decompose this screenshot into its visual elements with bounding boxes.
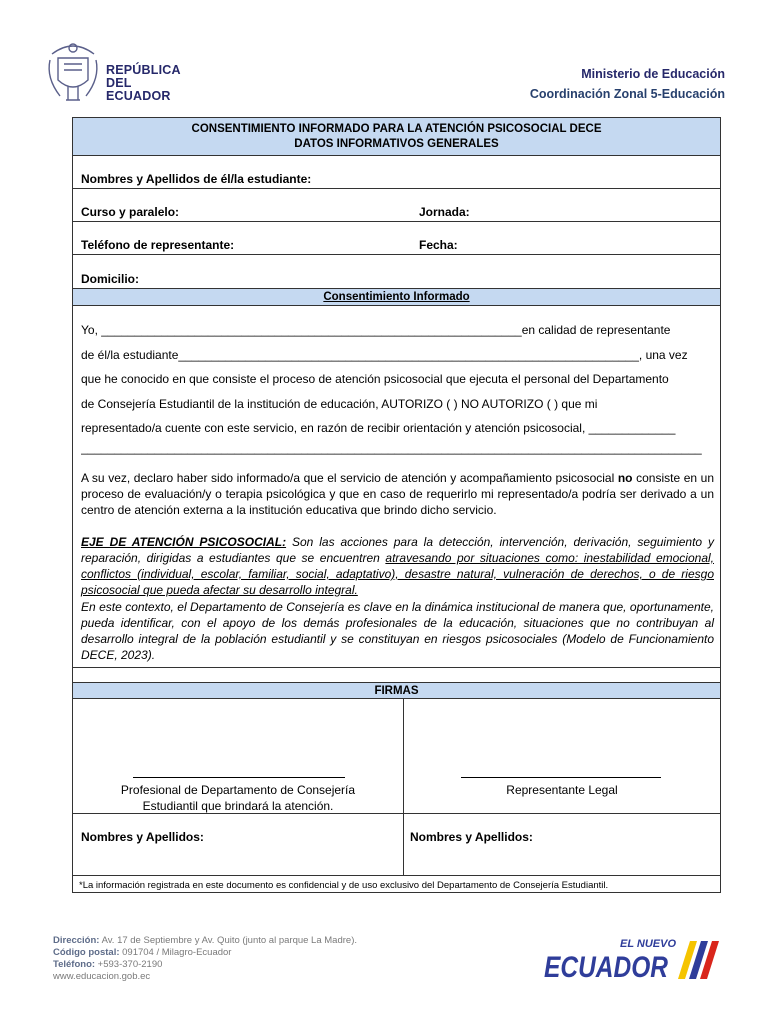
direccion-label: Dirección:	[53, 935, 100, 946]
curso-row	[73, 189, 720, 222]
coordinacion-title: Coordinación Zonal 5-Educación	[529, 87, 725, 101]
professional-label-line2: Estudiantil que brindará la atención.	[142, 799, 334, 813]
domicilio-label: Domicilio:	[81, 272, 140, 286]
telefono-row	[73, 222, 720, 255]
domicilio-row	[73, 255, 720, 289]
informed-text-no: no	[617, 471, 633, 485]
telefono-label: Teléfono de representante:	[81, 238, 235, 252]
spacer-top	[73, 667, 720, 682]
footer-contact	[53, 935, 357, 983]
republica-line1: REPÚBLICA	[106, 63, 181, 77]
telefono-footer-value: +593-370-2190	[95, 959, 163, 970]
informed-text-b: consiste en un proceso de evaluación/y o terapia psicológica y que en caso de requerirlo mi representado/a podría ser derivado a un centro de atención externa a la institución educativa que brindo dicho servicio.	[81, 471, 715, 517]
ministerio-title: Ministerio de Educación	[581, 67, 725, 81]
student-name-row	[73, 156, 720, 189]
republica-logo	[44, 40, 184, 108]
names-row	[73, 813, 720, 876]
coat-of-arms-icon	[44, 40, 102, 104]
firmas-section-title	[73, 682, 720, 699]
postal-label: Código postal:	[53, 947, 120, 958]
form-title-line2: DATOS INFORMATIVOS GENERALES	[294, 138, 499, 150]
representative-label: Representante Legal	[506, 783, 618, 797]
representative-signature-line	[461, 777, 661, 778]
eje-label: EJE DE ATENCIÓN PSICOSOCIAL:	[81, 535, 287, 549]
telefono-footer-label: Teléfono:	[53, 959, 96, 970]
form-title	[73, 118, 720, 156]
republica-line2: DEL ECUADOR	[106, 76, 171, 103]
professional-names-label: Nombres y Apellidos:	[81, 830, 204, 844]
logo-top-text: EL NUEVO	[620, 938, 677, 950]
declaration-line-1: Yo, _______________________________________________________________en calidad de representante	[81, 323, 671, 337]
el-nuevo-ecuador-logo	[542, 935, 727, 983]
republica-text	[106, 64, 184, 103]
eje-paragraph	[81, 534, 714, 598]
consent-declaration	[81, 318, 714, 455]
declaration-line-3: que he conocido en que consiste el proceso de atención psicosocial que ejecuta el personal del Departamento	[81, 372, 669, 386]
direccion-value: Av. 17 de Septiembre y Av. Quito (junto al parque La Madre).	[99, 935, 357, 946]
professional-label	[83, 782, 393, 814]
declaration-line-2: de él/la estudiante_____________________________________________________________________, una vez	[81, 347, 688, 362]
eje-text-a: Son las acciones para la detección, intervención, derivación, seguimiento y reparación, dirigidas a estudiantes que se encuentren	[81, 535, 715, 565]
declaration-line-4: de Consejería Estudiantil de la institución de educación, AUTORIZO ( ) NO AUTORIZO ( ) que mi	[81, 396, 598, 411]
curso-label: Curso y paralelo:	[81, 205, 180, 219]
contexto-paragraph: En este contexto, el Departamento de Consejería es clave en la dinámica institucional de manera que, oportunamente, pueda identificar, con el apoyo de los demás profesionales de la educación, situaciones que no contribuyan al desarrollo integral de la población estudiantil y se constituyan en riesgos psicosociales (Modelo de Funcionamiento DECE, 2023).	[81, 600, 714, 662]
el-nuevo-ecuador-logo-graphic	[542, 935, 727, 983]
postal-value: 091704 / Milagro-Ecuador	[119, 947, 232, 958]
consent-title-text: Consentimiento Informado	[323, 291, 470, 303]
declaration-line-5: representado/a cuente con este servicio, en razón de recibir orientación y atención psicosocial, _____________	[81, 421, 676, 435]
representative-names-label: Nombres y Apellidos:	[410, 830, 533, 844]
logo-main-text: ECUADOR	[544, 951, 669, 983]
confidential-footnote: *La información registrada en este documento es confidencial y de uso exclusivo del Departamento de Consejería Estudiantil.	[79, 880, 609, 891]
informed-text-a: A su vez, declaro haber sido informado/a que el servicio de atención y acompañamiento psicosocial	[81, 471, 618, 485]
website-link[interactable]: www.educacion.gob.ec	[53, 971, 151, 982]
jornada-label: Jornada:	[419, 205, 470, 219]
eje-text-underlined: atravesando por situaciones como: inestabilidad emocional, conflictos (individual, escolar, familiar, social, adaptativo), desastre natural, vulneración de derechos, o de riesgo psicosocial que pueda afectar su desarrollo integral.	[81, 551, 714, 597]
declaration-line-6: _____________________________________________________________________________________________	[81, 440, 702, 455]
firmas-title-text: FIRMAS	[374, 685, 419, 697]
professional-signature-line	[133, 777, 345, 778]
consent-section-title	[73, 289, 720, 306]
ministerio-block	[530, 64, 725, 104]
form-title-line1: CONSENTIMIENTO INFORMADO PARA LA ATENCIÓN PSICOSOCIAL DECE	[191, 123, 602, 135]
professional-label-line1: Profesional de Departamento de Consejería	[120, 783, 356, 797]
student-name-label: Nombres y Apellidos de él/la estudiante:	[81, 172, 312, 186]
fecha-label: Fecha:	[419, 238, 458, 252]
consent-form	[72, 117, 721, 893]
informed-paragraph	[81, 470, 714, 518]
